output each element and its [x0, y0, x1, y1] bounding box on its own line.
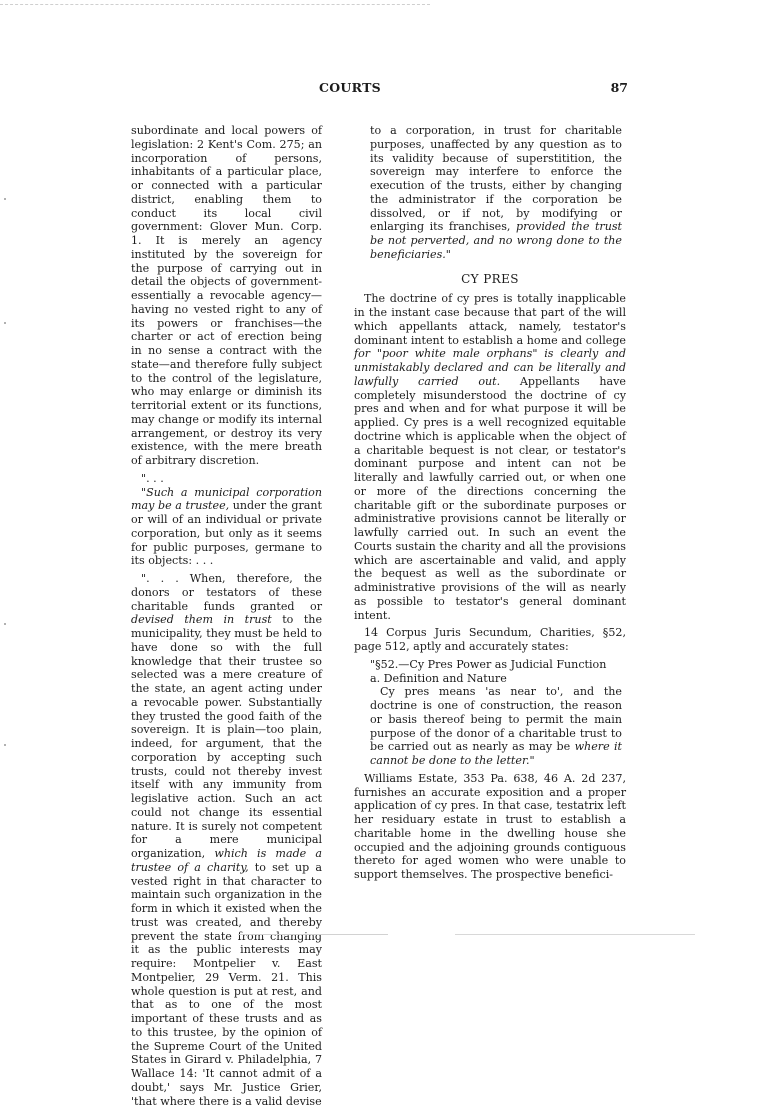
quote-section-title: "§52.—Cy Pres Power as Judicial Function — [370, 657, 607, 671]
bottom-scan-rule-left — [238, 934, 388, 935]
right-paragraph-3: 14 Corpus Juris Secundum, Charities, §52, page 512, aptly and accurately states: — [354, 626, 626, 653]
right-continued-quote — [354, 124, 626, 262]
quote-body — [370, 685, 622, 768]
quote-body-text: Cy pres means 'as near to', and the doctrine is one of construction, the reason or basis thereof being to permit the main purpose of the donor of a charitable trust to be carried out as nearly as may be — [370, 685, 622, 754]
left-paragraph-3-text-a: ". . . When, therefore, the donors or testators of these charitable funds granted or — [131, 572, 322, 613]
left-paragraph-3 — [131, 572, 322, 1108]
left-paragraph-3-italic-b: which is made a trustee of a charity, — [131, 847, 322, 874]
right-paragraph-2-text-a: The doctrine of cy pres is totally inapplicable in the instant case because that part of the will which appellants attack, namely, testator's dominant intent to establish a home and college — [354, 292, 626, 347]
left-paragraph-2-text: under the grant or will of an individual or private corporation, but only as it seems for public purposes, germane to its objects: . . . — [131, 499, 322, 568]
scan-speck — [4, 322, 6, 324]
left-paragraph-3-text-c: to set up a vested right in that character to maintain such organization in the form in which it existed when the trust was created, and thereby prevent the state from changing it as the public interests may require: Montpelier v. East Montpelier, 29 Verm. 21. This whole question is put at rest, and that as to one of the most important of these trusts and as to this trustee, by the opinion of the Supreme Court of the United States in Girard v. Philadelphia, 7 Wallace 14: 'It cannot admit of a doubt,' says Mr. Justice Grier, 'that where there is a valid devise — [131, 860, 322, 1108]
right-paragraph-4: Williams Estate, 353 Pa. 638, 46 A. 2d 237, furnishes an accurate exposition and a proper application of cy pres. In that case, testatrix left her residuary estate in trust to establish a charitable home in the dwelling house she occupied and the adjoining grounds contiguous thereto for aged women who were unable to support themselves. The prospective benefici- — [354, 771, 626, 881]
scan-speck — [4, 744, 6, 746]
bottom-scan-rule-right — [455, 934, 695, 935]
section-heading-cy-pres: CY PRES — [461, 271, 519, 286]
right-column — [354, 124, 626, 882]
top-scan-rule — [0, 4, 430, 5]
left-column — [131, 124, 322, 1108]
left-paragraph-1: subordinate and local powers of legislation: 2 Kent's Com. 275; an incorporation of persons, inhabitants of a particular place, or connected with a particular district, enabling them to conduct its local civil government: Glover Mun. Corp. 1. It is merely an agency instituted by the sovereign for the purpose of carrying out in detail the objects of government-essentially a revocable agency—having no vested right to any of its powers or franchises—the charter or act of erection being in no sense a contract with the state—and therefore fully subject to the control of the legislature, who may enlarge or diminish its territorial extent or its functions, may change or modify its internal arrangement, or destroy its very existence, with the mere breath of arbitrary discretion. — [131, 124, 322, 467]
right-paragraph-2 — [354, 292, 626, 622]
quote-subheading: a. Definition and Nature — [370, 671, 507, 685]
quote-body-italic: where it cannot be done to the letter." — [370, 740, 622, 767]
right-paragraph-2-italic: for "poor white male orphans" is clearly and unmistakably declared and can be literally and lawfully carried out. — [354, 347, 626, 388]
scan-speck — [4, 198, 6, 200]
right-paragraph-1-italic: provided the trust be not perverted, and no wrong done to the beneficiaries." — [370, 220, 623, 261]
left-paragraph-2-italic: "Such a municipal corporation may be a trustee, — [131, 485, 322, 513]
right-paragraph-1 — [370, 124, 622, 262]
scan-speck — [4, 623, 6, 625]
left-paragraph-2 — [131, 486, 322, 569]
page-number: 87 — [610, 80, 628, 95]
left-ellipsis: ". . . — [141, 471, 164, 485]
right-paragraph-2-text-b: Appellants have completely misunderstood the doctrine of cy pres and when and for what purpose it will be applied. Cy pres is a well recognized equitable doctrine which is applicable when the object of a charitable bequest is not clear, or testator's dominant purpose and intent can not be literally and lawfully carried out, or when one or more of the directions concerning the charitable gift or the subordinate purposes or administrative provisions cannot be literally or lawfully carried out. In such an event the Courts sustain the charity and all the provisions which are ascertainable and valid, and apply the bequest as well as the subordinate or administrative provisions of the will as nearly as possible to testator's general dominant intent. — [354, 374, 626, 622]
cjs-quote-block — [354, 658, 626, 768]
running-head-title: COURTS — [318, 80, 382, 95]
right-paragraph-1-text: to a corporation, in trust for charitable purposes, unaffected by any question as to its validity because of superstitition, the sovereign may interfere to enforce the execution of the trusts, either by changing the administrator if the corporation be dissolved, or if not, by modifying or enlarging its franchises, — [370, 124, 622, 234]
left-paragraph-3-text-b: to the municipality, they must be held to have done so with the full knowledge that their trustee so selected was a mere creature of the state, an agent acting under a revocable power. Substantially they trusted the good faith of the sovereign. It is plain—too plain, indeed, for argument, that the corporation by accepting such trusts, could not thereby invest itself with any immunity from legislative action. Such an act could not change its essential nature. It is surely not competent for a mere municipal organization, — [131, 613, 323, 860]
left-paragraph-3-italic-a: devised them in trust — [131, 613, 272, 627]
